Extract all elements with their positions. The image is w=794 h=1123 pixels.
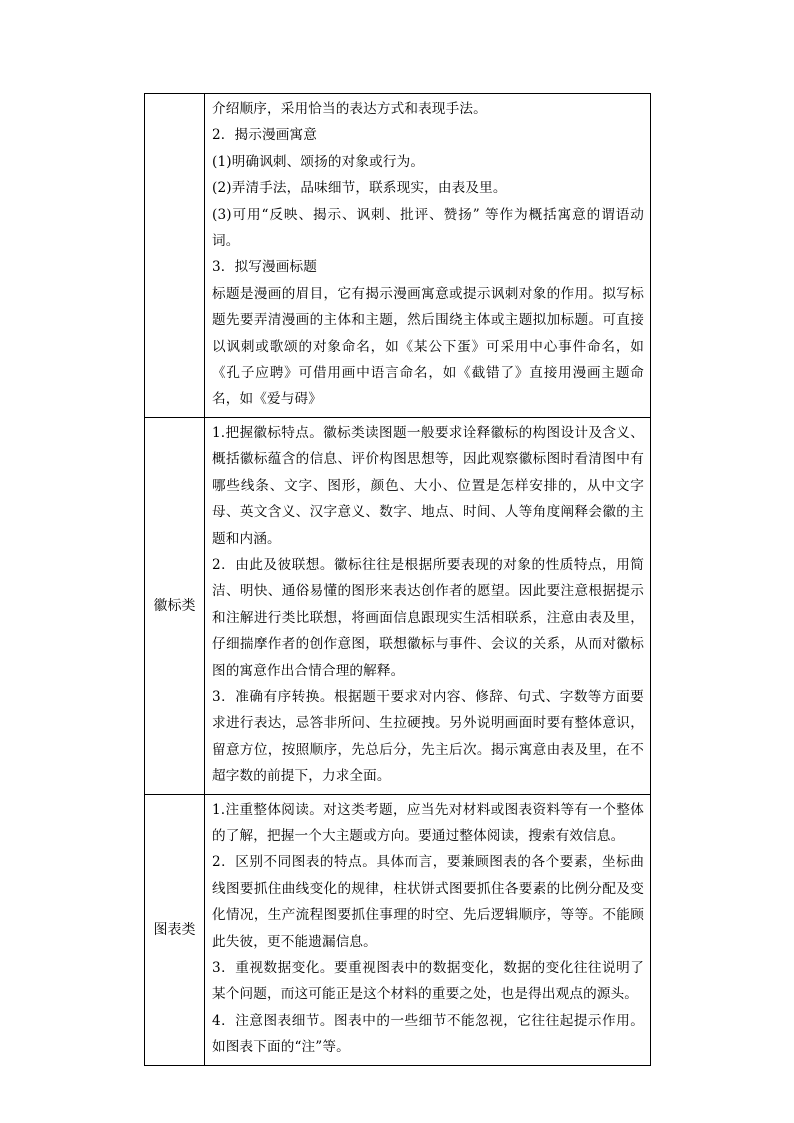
table-row xyxy=(145,94,651,418)
paragraph: 2．区别不同图表的特点。具体而言，要兼顾图表的各个要素，坐标曲线图要抓住曲线变化的规律，柱状饼式图要抓住各要素的比例分配及变化情况，生产流程图要抓住事理的时空、先后逻辑顺序，等等。不能顾此失彼，更不能遗漏信息。 xyxy=(212,854,644,950)
row-label: 徽标类 xyxy=(145,417,205,794)
row-content xyxy=(205,794,651,1065)
paragraph: (2)弄清手法，品味细节，联系现实，由表及里。 xyxy=(212,180,507,197)
paragraph: 1.注重整体阅读。对这类考题，应当先对材料或图表资料等有一个整体的了解，把握一个大主题或方向。要通过整体阅读，搜索有效信息。 xyxy=(212,801,644,844)
content-table xyxy=(144,93,651,1066)
table-row xyxy=(145,417,651,794)
paragraph: (3)可用“反映、揭示、讽刺、批评、赞扬” 等作为概括寓意的谓语动词。 xyxy=(212,206,644,250)
paragraph: 介绍顺序，采用恰当的表达方式和表现手法。 xyxy=(212,101,487,117)
row-label xyxy=(145,94,205,418)
paragraph: (1)明确讽刺、颂扬的对象或行为。 xyxy=(212,153,425,170)
paragraph: 1.把握徽标特点。徽标类读图题一般要求诠释徽标的构图设计及含义、概括徽标蕴含的信息、评价构图思想等，因此观察徽标图时看清图中有哪些线条、文字、图形，颜色、大小、位置是怎样安排的，从中文字母、英文含义、汉字意义、数字、地点、时间、人等角度阐释会徽的主题和内涵。 xyxy=(212,424,644,547)
row-label: 图表类 xyxy=(145,794,205,1065)
paragraph: 3．重视数据变化。要重视图表中的数据变化，数据的变化往往说明了某个问题，而这可能正是这个材料的重要之处，也是得出观点的源头。 xyxy=(212,960,644,1003)
paragraph: 标题是漫画的眉目，它有揭示漫画寓意或提示讽刺对象的作用。拟写标题先要弄清漫画的主体和主题，然后围绕主体或主题拟加标题。可直接以讽刺或歌颂的对象命名，如《某公下蛋》可采用中心事件命名，如《孔子应聘》可借用画中语言命名，如《截错了》直接用漫画主题命名，如《爱与碍》 xyxy=(212,285,644,408)
paragraph: 4．注意图表细节。图表中的一些细节不能忽视，它往往起提示作用。如图表下面的“注”等。 xyxy=(212,1012,644,1056)
paragraph: 2．由此及彼联想。徽标往往是根据所要表现的对象的性质特点，用简洁、明快、通俗易懂的图形来表达创作者的愿望。因此要注意根据提示和注解进行类比联想，将画面信息跟现实生活相联系，注意由表及里，仔细揣摩作者的创作意图，联想徽标与事件、会议的关系，从而对徽标图的寓意作出合情合理的解释。 xyxy=(212,556,644,679)
row-content xyxy=(205,94,651,418)
paragraph: 3．拟写漫画标题 xyxy=(212,259,318,276)
paragraph: 3．准确有序转换。根据题干要求对内容、修辞、句式、字数等方面要求进行表达，忌答非所问、生拉硬拽。另外说明画面时要有整体意识，留意方位，按照顺序，先总后分，先主后次。揭示寓意由表及里，在不超字数的前提下，力求全面。 xyxy=(212,688,644,785)
row-content xyxy=(205,417,651,794)
table-row xyxy=(145,794,651,1065)
paragraph: 2．揭示漫画寓意 xyxy=(212,127,318,144)
